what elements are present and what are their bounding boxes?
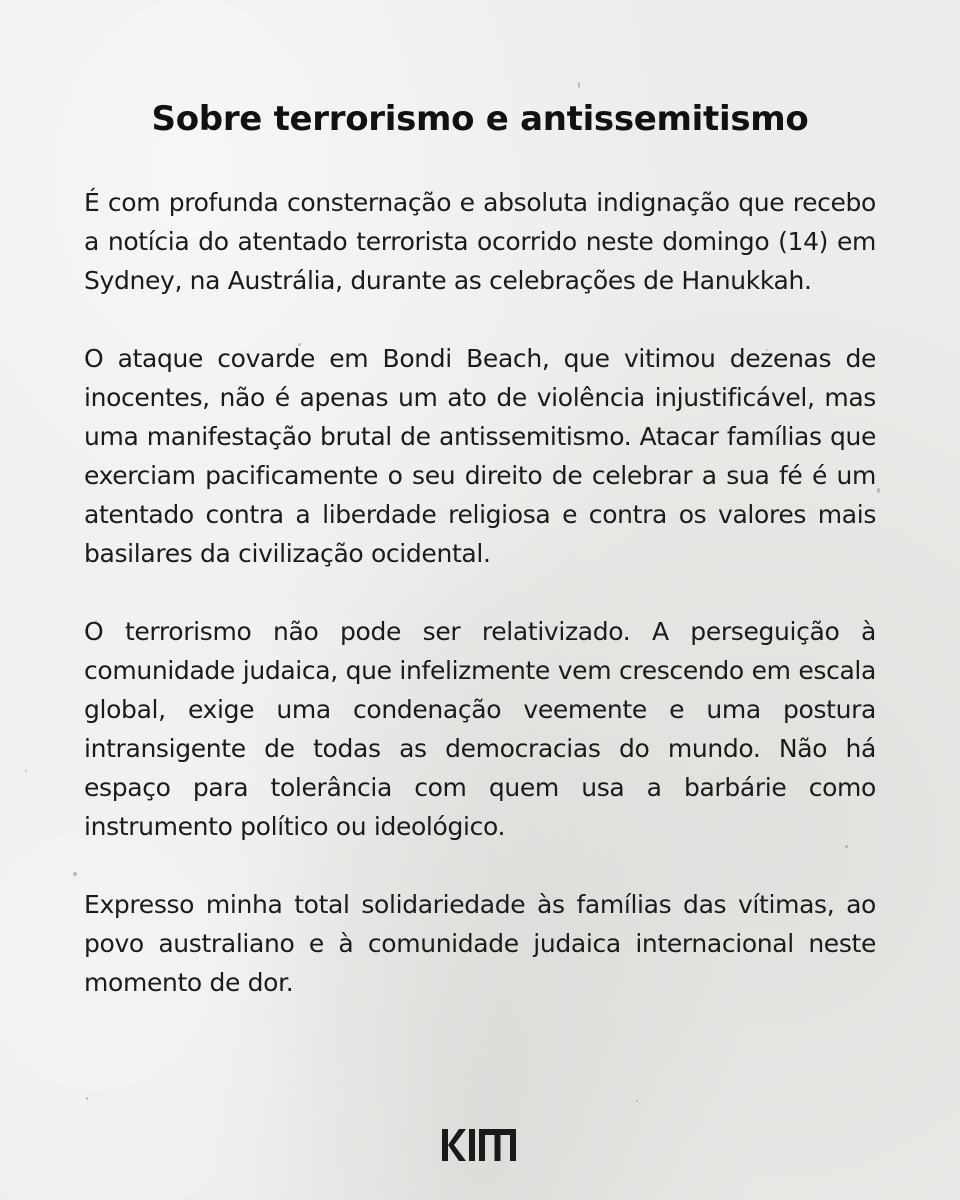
paragraph: O terrorismo não pode ser relativizado. A perseguição à comunidade judaica, que infelizmente vem crescendo em escala global, exige uma condenação veemente e uma postura intransigente de todas as democracias do mundo. Não há espaço para tolerância com quem usa a barbárie como instrumento político ou ideológico. xyxy=(84,617,876,841)
paragraph: O ataque covarde em Bondi Beach, que vitimou dezenas de inocentes, não é apenas um ato de violência injustificável, mas uma manifestação brutal de antissemitismo. Atacar famílias que exerciam pacificamente o seu direito de celebrar a sua fé é um atentado contra a liberdade religiosa e contra os valores mais basilares da civilização ocidental. xyxy=(84,344,876,568)
kim-logo xyxy=(440,1126,518,1164)
paper-fleck xyxy=(73,872,77,876)
paper-fleck xyxy=(636,1100,638,1102)
paper-fleck xyxy=(578,82,580,88)
paragraph: É com profunda consternação e absoluta indignação que recebo a notícia do atentado terrorista ocorrido neste domingo (14) em Sydney, na Austrália, durante as celebrações de Hanukkah. xyxy=(84,188,876,295)
paper-fleck xyxy=(86,1097,88,1100)
paper-fleck xyxy=(25,770,27,772)
paragraph: Expresso minha total solidariedade às famílias das vítimas, ao povo australiano e à comunidade judaica internacional neste momento de dor. xyxy=(84,890,876,997)
kim-logo-mark xyxy=(440,1126,518,1164)
paper-fleck xyxy=(877,488,880,493)
document-body xyxy=(84,183,876,1002)
document-title: Sobre terrorismo e antissemitismo xyxy=(151,99,809,139)
